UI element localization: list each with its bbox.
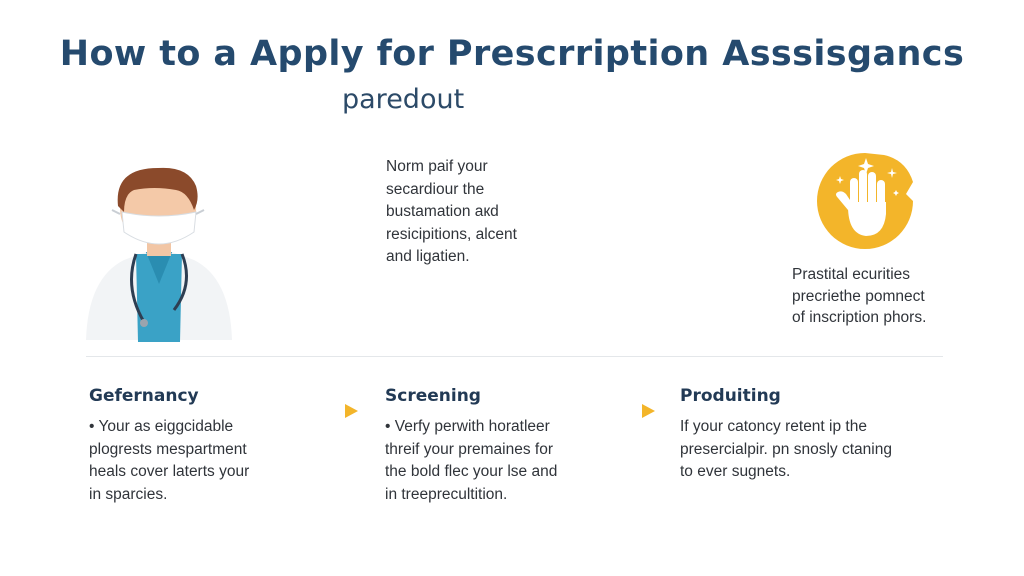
step-line: plogrests mespartment: [89, 440, 247, 458]
side-note: [792, 264, 992, 329]
step-line: • Your as eiggcidable: [89, 418, 234, 435]
side-note-line: precriethe pomnect: [792, 287, 925, 305]
intro-line: bustamation aкd: [386, 203, 499, 220]
step-line: to ever sugnets.: [680, 463, 791, 480]
intro-line: resicipitions, alcent: [386, 225, 517, 243]
triangle-arrow-icon: [640, 403, 656, 419]
step-body: [89, 416, 329, 506]
section-divider: [86, 356, 943, 357]
step-line: in sparcies.: [89, 485, 168, 503]
intro-line: secardiour the: [386, 180, 485, 198]
intro-line: Norm paif your: [386, 158, 488, 175]
step-card: [385, 386, 625, 506]
page-title: How to a Apply for Prescrription Asssisgancs: [59, 34, 965, 74]
step-line: heals cover laterts your: [89, 463, 250, 480]
step-body: [680, 416, 980, 484]
step-title: Gefernancy: [89, 386, 199, 406]
step-line: presercialpir. pn snosly ctaning: [680, 440, 892, 458]
step-card: [680, 386, 980, 484]
step-title: Screening: [385, 386, 481, 406]
step-line: the bold flec your lse and: [385, 463, 558, 480]
step-title: Produiting: [680, 386, 781, 406]
side-note-line: of inscription phors.: [792, 309, 927, 326]
step-body: [385, 416, 625, 506]
page-subtitle: paredout: [342, 84, 465, 115]
step-line: threif your premaines for: [385, 440, 553, 458]
intro-paragraph: [386, 156, 586, 269]
side-note-line: Prastital ecurities: [792, 266, 911, 283]
step-card: [89, 386, 329, 506]
raised-hand-sparkle-icon: [814, 150, 916, 252]
step-line: • Verfy perwith horatleer: [385, 418, 550, 435]
step-line: If your catoncy retent ip the: [680, 418, 867, 435]
triangle-arrow-icon: [343, 403, 359, 419]
step-line: in treeprecultition.: [385, 485, 508, 503]
intro-line: and ligatien.: [386, 248, 470, 265]
doctor-illustration-icon: [84, 160, 234, 345]
